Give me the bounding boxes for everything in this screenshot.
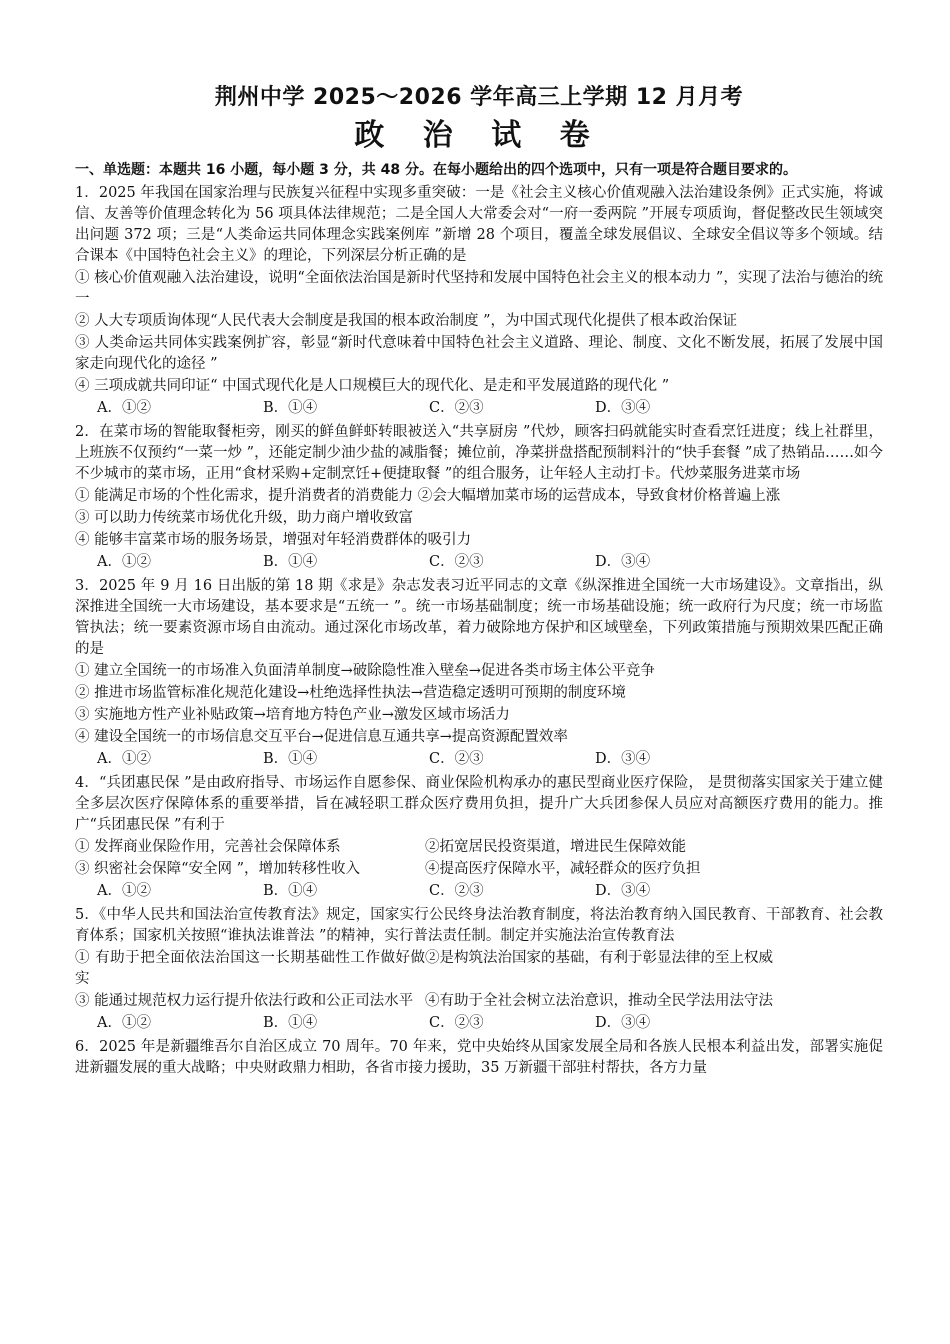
question-stem: 2．在菜市场的智能取餐柜旁，刚买的鲜鱼鲜虾转眼被送入“共享厨房 ”代炒，顾客扫码就能实时查看烹饪进度；线上社群里，上班族不仅预约“一菜一炒 ”，还能定制少油少盐的减脂餐；摊位前，净菜拼盘搭配预制料汁的“快手套餐 ”成了热销品……如今不少城市的菜市场，正用“食材采购+定制烹饪+便捷取餐 ”的组合服务，让年轻人主动打卡。代炒菜服务进菜市场 — [75, 424, 883, 482]
choice-b: B．①④ — [263, 554, 318, 570]
statement-option-row — [75, 859, 883, 880]
choice-b: B．①④ — [263, 883, 318, 899]
choice-b: B．①④ — [263, 751, 318, 767]
statement-option: ④有助于全社会树立法治意识，推动全民学法用法守法 — [425, 993, 773, 1009]
choice-c: C．②③ — [429, 883, 484, 899]
statement-option: ④ 能够丰富菜市场的服务场景，增强对年轻消费群体的吸引力 — [75, 532, 472, 548]
answer-choices — [75, 552, 883, 573]
statement-option: ③ 可以助力传统菜市场优化升级，助力商户增收致富 — [75, 510, 414, 526]
choice-d: D．③④ — [595, 751, 651, 767]
statement-option: ② 推进市场监管标准化规范化建设→杜绝选择性执法→营造稳定透明可预期的制度环境 — [75, 685, 626, 701]
answer-choices — [75, 1013, 883, 1034]
choice-a: A．①② — [97, 554, 151, 570]
answer-choices — [75, 881, 883, 902]
statement-option: ④提高医疗保障水平，减轻群众的医疗负担 — [425, 861, 701, 877]
question-5 — [75, 905, 883, 1034]
statement-option: ① 建立全国统一的市场准入负面清单制度→破除隐性准入壁垒→促进各类市场主体公平竞争 — [75, 663, 655, 679]
statement-option: ②是构筑法治国家的基础，有利于彰显法律的至上权威 — [425, 950, 773, 966]
question-6 — [75, 1037, 883, 1079]
exam-title: 荆州中学 2025～2026 学年高三上学期 12 月月考 — [214, 85, 744, 110]
choice-d: D．③④ — [595, 400, 651, 416]
statement-option: ③ 实施地方性产业补贴政策→培育地方特色产业→激发区域市场活力 — [75, 707, 510, 723]
statement-option: ④ 建设全国统一的市场信息交互平台→促进信息互通共享→提高资源配置效率 — [75, 729, 568, 745]
exam-subject-title: 政 治 试 卷 — [354, 118, 604, 153]
choice-a: A．①② — [97, 751, 151, 767]
question-stem: 5．《中华人民共和国法治宣传教育法》规定，国家实行公民终身法治教育制度，将法治教育纳入国民教育、干部教育、社会教育体系；国家机关按照“谁执法谁普法 ”的精神，实行普法责任制。制定并实施法治宣传教育法 — [75, 907, 883, 944]
choice-c: C．②③ — [429, 1015, 484, 1031]
statement-option: ① 核心价值观融入法治建设，说明“全面依法治国是新时代坚持和发展中国特色社会主义的根本动力 ”，实现了法治与德治的统一 — [75, 270, 883, 307]
question-stem: 1．2025 年我国在国家治理与民族复兴征程中实现多重突破：一是《社会主义核心价值观融入法治建设条例》正式实施，将诚信、友善等价值理念转化为 56 项具体法律规范；二是全国人大常委会对“一府一委两院 ”开展专项质询，督促整改民生领域突出问题 372 项；三是“人类命运共同体理念实践案例库 ”新增 28 个项目，覆盖全球发展倡议、全球安全倡议等多个领域。结合课本《中国特色社会主义》的理论，下列深层分析正确的是 — [75, 185, 883, 264]
choice-d: D．③④ — [595, 1015, 651, 1031]
choice-a: A．①② — [97, 883, 151, 899]
statement-option: ③ 织密社会保障“安全网 ”，增加转移性收入 — [75, 861, 361, 877]
statement-option-row — [75, 948, 883, 990]
question-stem: 6．2025 年是新疆维吾尔自治区成立 70 周年。70 年来，党中央始终从国家发展全局和各族人民根本利益出发，部署实施促进新疆发展的重大战略；中央财政鼎力相助，各省市接力援助，35 万新疆干部驻村帮扶，各方力量 — [75, 1039, 883, 1076]
choice-d: D．③④ — [595, 883, 651, 899]
question-1 — [75, 183, 883, 419]
statement-option-row — [75, 991, 883, 1012]
answer-choices — [75, 398, 883, 419]
question-2 — [75, 422, 883, 573]
choice-a: A．①② — [97, 400, 151, 416]
statement-option: ① 发挥商业保险作用，完善社会保障体系 — [75, 839, 341, 855]
statement-option: ④ 三项成就共同印证“ 中国式现代化是人口规模巨大的现代化、是走和平发展道路的现代化 ” — [75, 378, 670, 394]
answer-choices — [75, 749, 883, 770]
statement-option: ③ 能通过规范权力运行提升依法行政和公正司法水平 — [75, 993, 414, 1009]
question-4 — [75, 773, 883, 902]
statement-option: ②拓宽居民投资渠道，增进民生保障效能 — [425, 839, 686, 855]
choice-a: A．①② — [97, 1015, 151, 1031]
choice-b: B．①④ — [263, 400, 318, 416]
question-stem: 3．2025 年 9 月 16 日出版的第 18 期《求是》杂志发表习近平同志的文章《纵深推进全国统一大市场建设》。文章指出，纵深推进全国统一大市场建设，基本要求是“五统一 ”。统一市场基础制度；统一市场基础设施；统一政府行为尺度；统一市场监管执法；统一要素资源市场自由流动。通过深化市场改革，着力破除地方保护和区域壁垒，下列政策措施与预期效果匹配正确的是 — [75, 578, 883, 657]
choice-c: C．②③ — [429, 400, 484, 416]
exam-page — [75, 80, 883, 1079]
statement-option-row — [75, 837, 883, 858]
statement-option: ② 人大专项质询体现“人民代表大会制度是我国的根本政治制度 ”，为中国式现代化提供了根本政治保证 — [75, 313, 738, 329]
question-stem: 4．“兵团惠民保 ”是由政府指导、市场运作自愿参保、商业保险机构承办的惠民型商业医疗保险， 是贯彻落实国家关于建立健全多层次医疗保障体系的重要举措，旨在减轻职工群众医疗费用负担，提升广大兵团参保人员应对高额医疗费用的能力。推广“兵团惠民保 ”有利于 — [75, 775, 883, 833]
question-3 — [75, 576, 883, 770]
statement-option: ① 能满足市场的个性化需求，提升消费者的消费能力 ②会大幅增加菜市场的运营成本，导致食材价格普遍上涨 — [75, 488, 781, 504]
statement-option: ① 有助于把全面依法治国这一长期基础性工作做好做实 — [75, 950, 425, 987]
choice-b: B．①④ — [263, 1015, 318, 1031]
choice-c: C．②③ — [429, 751, 484, 767]
choice-c: C．②③ — [429, 554, 484, 570]
section-heading: 一、单选题：本题共 16 小题，每小题 3 分，共 48 分。在每小题给出的四个选项中，只有一项是符合题目要求的。 — [75, 162, 797, 178]
choice-d: D．③④ — [595, 554, 651, 570]
statement-option: ③ 人类命运共同体实践案例扩容，彰显“新时代意味着中国特色社会主义道路、理论、制度、文化不断发展，拓展了发展中国家走向现代化的途径 ” — [75, 335, 883, 372]
